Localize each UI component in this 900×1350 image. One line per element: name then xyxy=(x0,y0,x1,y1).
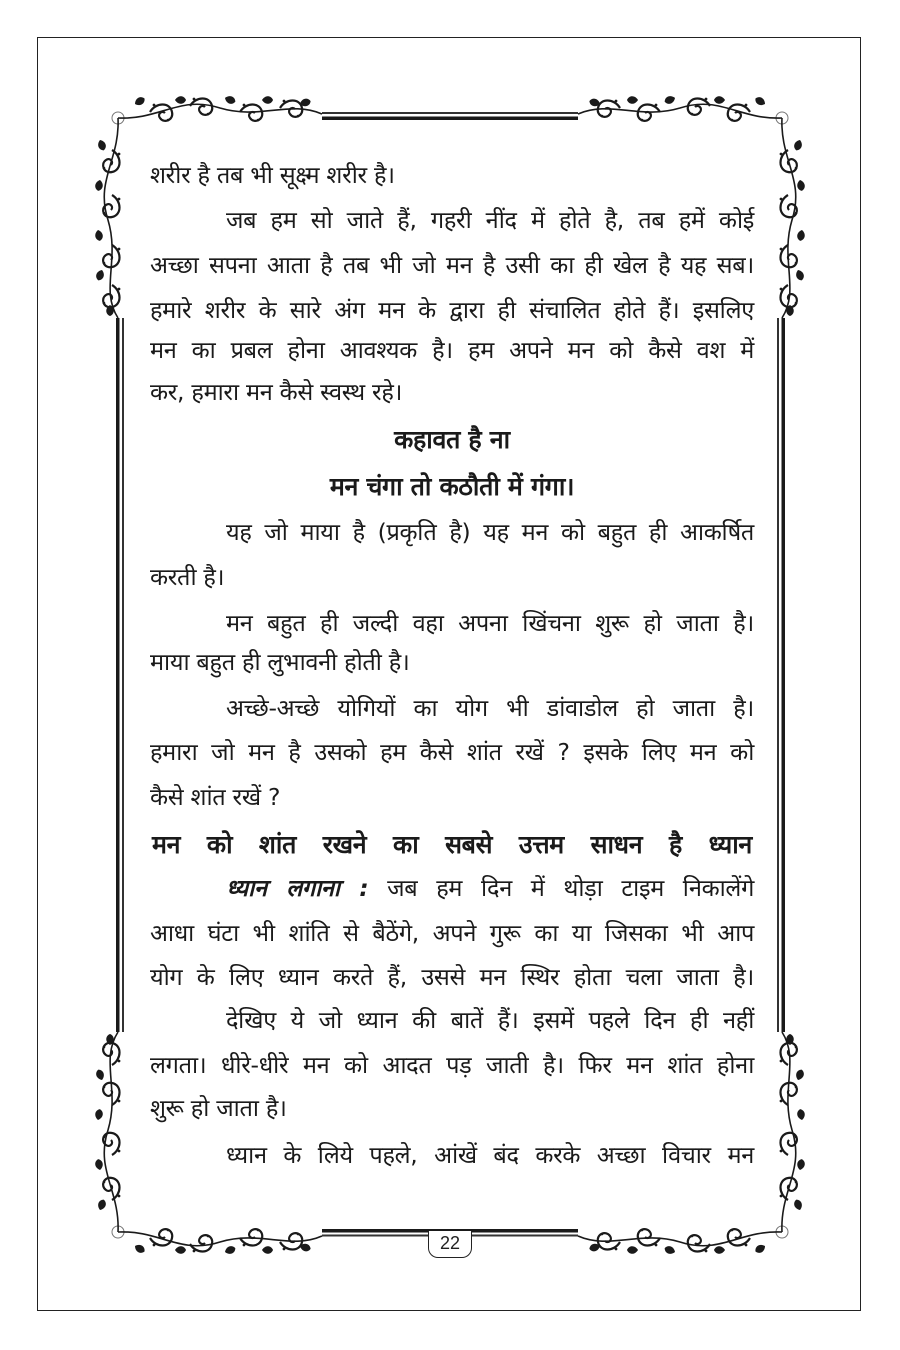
text-span: जब हम दिन में थोड़ा टाइम निकालेंगे xyxy=(387,874,754,902)
paragraph-start: जब हम सो जाते हैं, गहरी नींद में होते है, तब हमें कोई xyxy=(226,206,754,234)
paragraph-start: मन बहुत ही जल्दी वहा अपना खिंचना शुरू हो जाता है। xyxy=(226,609,754,637)
paragraph-start: अच्छे-अच्छे योगियों का योग भी डांवाडोल हो जाता है। xyxy=(226,694,754,722)
text-line: लगता। धीरे-धीरे मन को आदत पड़ जाती है। फिर मन शांत होना xyxy=(150,1051,754,1079)
text-line: करती है। xyxy=(150,563,225,591)
text-line: शरीर है तब भी सूक्ष्म शरीर है। xyxy=(150,161,395,189)
paragraph-start: देखिए ये जो ध्यान की बातें हैं। इसमें पहले दिन ही नहीं xyxy=(226,1006,754,1034)
top-border-line xyxy=(322,112,578,120)
proverb-heading: कहावत है ना xyxy=(394,425,510,454)
text-line: कर, हमारा मन कैसे स्वस्थ रहे। xyxy=(150,378,403,406)
text-line: हमारे शरीर के सारे अंग मन के द्वारा ही संचालित होते हैं। इसलिए xyxy=(150,296,754,324)
paragraph-start: ध्यान के लिये पहले, आंखें बंद करके अच्छा विचार मन xyxy=(226,1141,754,1169)
text-line: माया बहुत ही लुभावनी होती है। xyxy=(150,648,410,676)
text-line: मन का प्रबल होना आवश्यक है। हम अपने मन को कैसे वश में xyxy=(150,336,754,364)
text-line: कैसे शांत रखें ? xyxy=(150,783,281,811)
section-heading: मन को शांत रखने का सबसे उत्तम साधन है ध्यान xyxy=(152,830,752,859)
dhyan-label: ध्यान लगाना : xyxy=(226,874,369,902)
proverb-line: मन चंगा तो कठौती में गंगा। xyxy=(329,472,575,501)
paragraph-start: यह जो माया है (प्रकृति है) यह मन को बहुत ही आकर्षित xyxy=(226,518,754,546)
right-border-line xyxy=(777,318,785,1032)
text-line: अच्छा सपना आता है तब भी जो मन है उसी का ही खेल है यह सब। xyxy=(150,251,754,279)
text-line: आधा घंटा भी शांति से बैठेंगे, अपने गुरू का या जिसका भी आप xyxy=(150,919,754,947)
text-line: हमारा जो मन है उसको हम कैसे शांत रखें ? इसके लिए मन को xyxy=(150,738,754,766)
text-line: योग के लिए ध्यान करते हैं, उससे मन स्थिर होता चला जाता है। xyxy=(150,963,754,991)
paragraph-start xyxy=(150,868,754,908)
text-line: शुरू हो जाता है। xyxy=(150,1094,287,1122)
page-number: 22 xyxy=(428,1231,472,1258)
left-border-line xyxy=(116,318,124,1032)
